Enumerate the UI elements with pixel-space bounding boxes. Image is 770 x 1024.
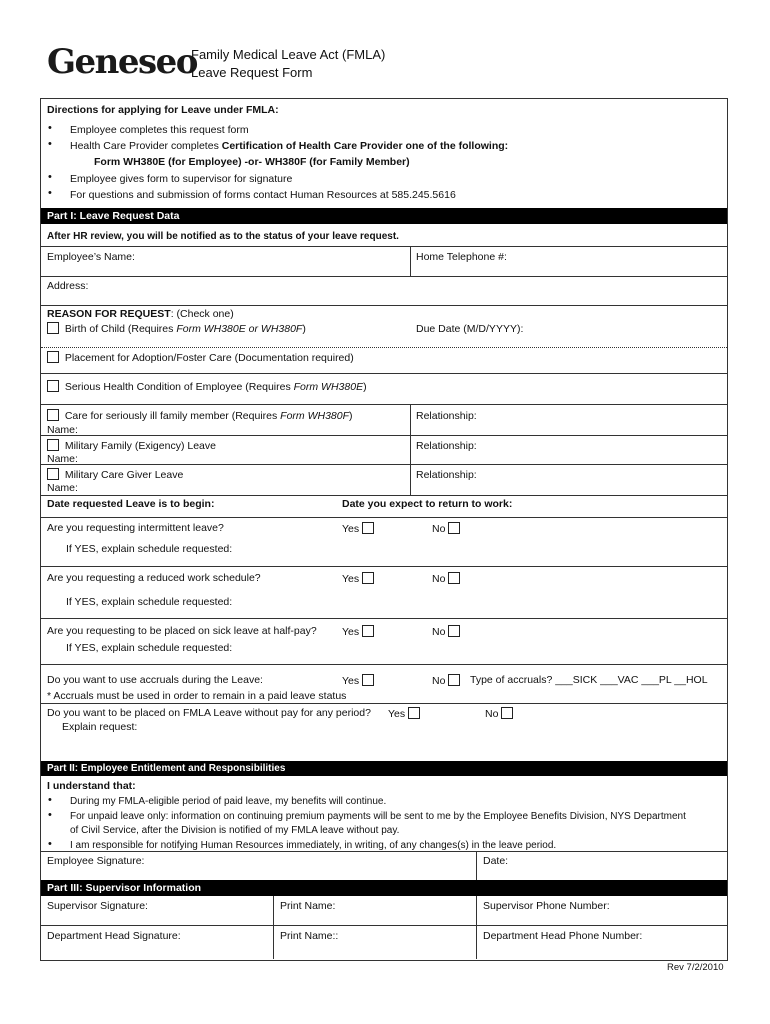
relationship-field-2[interactable]: Relationship: xyxy=(416,440,477,452)
without-pay-yes-checkbox[interactable] xyxy=(408,707,420,719)
accrual-note: * Accruals must be used in order to remain in a paid leave status xyxy=(47,690,347,702)
family-care-option[interactable]: Care for seriously ill family member (Requires Form WH380F) xyxy=(47,409,353,422)
family-care-checkbox[interactable] xyxy=(47,409,59,421)
intermittent-question: Are you requesting intermittent leave? xyxy=(47,522,224,534)
direction-item-4: For questions and submission of forms contact Human Resources at 585.245.5616 xyxy=(70,189,456,201)
name-field-1[interactable]: Name: xyxy=(47,424,78,436)
reduced-no-checkbox[interactable] xyxy=(448,572,460,584)
name-field-3[interactable]: Name: xyxy=(47,482,78,494)
understand-heading: I understand that: xyxy=(47,780,136,792)
reason-heading: REASON FOR REQUEST: (Check one) xyxy=(47,308,234,320)
revision-date: Rev 7/2/2010 xyxy=(667,962,724,973)
intermittent-yes-checkbox[interactable] xyxy=(362,522,374,534)
accruals-yes-checkbox[interactable] xyxy=(362,674,374,686)
employee-name-field[interactable]: Employee’s Name: xyxy=(47,251,135,263)
explain-request-field[interactable]: Explain request: xyxy=(62,721,138,733)
address-field[interactable]: Address: xyxy=(47,280,89,292)
without-pay-no-option[interactable]: No xyxy=(485,707,513,720)
form-subtitle: Leave Request Form xyxy=(191,65,313,80)
adoption-option[interactable]: Placement for Adoption/Foster Care (Documentation required) xyxy=(47,351,354,364)
supervisor-phone-field[interactable]: Supervisor Phone Number: xyxy=(483,900,610,912)
serious-health-option[interactable]: Serious Health Condition of Employee (Requires Form WH380E) xyxy=(47,380,367,393)
reduced-no-option[interactable]: No xyxy=(432,572,460,585)
military-care-checkbox[interactable] xyxy=(47,468,59,480)
halfpay-no-option[interactable]: No xyxy=(432,625,460,638)
serious-health-checkbox[interactable] xyxy=(47,380,59,392)
relationship-field-3[interactable]: Relationship: xyxy=(416,469,477,481)
accruals-yes-option[interactable]: Yes xyxy=(342,674,374,687)
bullet-icon: • xyxy=(48,122,52,134)
directions-heading: Directions for applying for Leave under FMLA: xyxy=(47,104,279,116)
department-head-signature-field[interactable]: Department Head Signature: xyxy=(47,930,181,942)
military-care-option[interactable]: Military Care Giver Leave xyxy=(47,468,183,481)
without-pay-yes-option[interactable]: Yes xyxy=(388,707,420,720)
form-title: Family Medical Leave Act (FMLA) xyxy=(191,47,386,62)
date-return-field[interactable]: Date you expect to return to work: xyxy=(342,498,513,510)
department-head-phone-field[interactable]: Department Head Phone Number: xyxy=(483,930,643,942)
reduced-explain-field[interactable]: If YES, explain schedule requested: xyxy=(66,596,233,608)
entitlement-item-1: During my FMLA-eligible period of paid leave, my benefits will continue. xyxy=(70,796,387,807)
entitlement-item-2-cont: of Civil Service, after the Division is notified of my FMLA leave without pay. xyxy=(70,825,400,836)
reduced-yes-checkbox[interactable] xyxy=(362,572,374,584)
reduced-question: Are you requesting a reduced work schedule? xyxy=(47,572,261,584)
birth-of-child-checkbox[interactable] xyxy=(47,322,59,334)
direction-item-1: Employee completes this request form xyxy=(70,124,249,136)
intermittent-no-option[interactable]: No xyxy=(432,522,460,535)
intermittent-no-checkbox[interactable] xyxy=(448,522,460,534)
employee-signature-field[interactable]: Employee Signature: xyxy=(47,855,145,867)
military-family-option[interactable]: Military Family (Exigency) Leave xyxy=(47,439,216,452)
date-begin-field[interactable]: Date requested Leave is to begin: xyxy=(47,498,215,510)
direction-item-3: Employee gives form to supervisor for signature xyxy=(70,173,293,185)
bullet-icon: • xyxy=(48,838,52,850)
without-pay-question: Do you want to be placed on FMLA Leave without pay for any period? xyxy=(47,707,371,719)
halfpay-explain-field[interactable]: If YES, explain schedule requested: xyxy=(66,642,233,654)
bullet-icon: • xyxy=(48,171,52,183)
bullet-icon: • xyxy=(48,138,52,150)
supervisor-print-name-field[interactable]: Print Name: xyxy=(280,900,336,912)
bullet-icon: • xyxy=(48,794,52,806)
birth-of-child-option[interactable]: Birth of Child (Requires Form WH380E or WH380F) xyxy=(47,322,306,335)
part2-heading: Part II: Employee Entitlement and Responsibilities xyxy=(41,761,727,776)
intermittent-explain-field[interactable]: If YES, explain schedule requested: xyxy=(66,543,233,555)
part1-heading: Part I: Leave Request Data xyxy=(41,208,727,224)
reduced-yes-option[interactable]: Yes xyxy=(342,572,374,585)
adoption-checkbox[interactable] xyxy=(47,351,59,363)
halfpay-question: Are you requesting to be placed on sick leave at half-pay? xyxy=(47,625,317,637)
halfpay-no-checkbox[interactable] xyxy=(448,625,460,637)
part3-heading: Part III: Supervisor Information xyxy=(41,880,727,896)
name-field-2[interactable]: Name: xyxy=(47,453,78,465)
accruals-no-checkbox[interactable] xyxy=(448,674,460,686)
employee-date-field[interactable]: Date: xyxy=(483,855,509,867)
accruals-no-option[interactable]: No xyxy=(432,674,460,687)
supervisor-signature-field[interactable]: Supervisor Signature: xyxy=(47,900,148,912)
bullet-icon: • xyxy=(48,187,52,199)
entitlement-item-3: I am responsible for notifying Human Resources immediately, in writing, of any changes(s) in the leave period. xyxy=(70,840,557,851)
accruals-question: Do you want to use accruals during the Leave: xyxy=(47,674,263,686)
home-telephone-field[interactable]: Home Telephone #: xyxy=(416,251,507,263)
review-notice: After HR review, you will be notified as to the status of your leave request. xyxy=(47,231,399,242)
geneseo-logo: Geneseo xyxy=(47,42,197,82)
bullet-icon: • xyxy=(48,809,52,821)
halfpay-yes-checkbox[interactable] xyxy=(362,625,374,637)
without-pay-no-checkbox[interactable] xyxy=(501,707,513,719)
direction-forms: Form WH380E (for Employee) -or- WH380F (for Family Member) xyxy=(94,156,410,168)
intermittent-yes-option[interactable]: Yes xyxy=(342,522,374,535)
department-head-print-name-field[interactable]: Print Name:: xyxy=(280,930,339,942)
accrual-types-field[interactable]: Type of accruals? ___SICK ___VAC ___PL __HOL xyxy=(470,674,708,686)
entitlement-item-2: For unpaid leave only: information on continuing premium payments will be sent to me by the Employee Benefits Division, NYS Department xyxy=(70,811,686,822)
military-family-checkbox[interactable] xyxy=(47,439,59,451)
direction-item-2: Health Care Provider completes Certification of Health Care Provider one of the following: xyxy=(70,140,509,152)
halfpay-yes-option[interactable]: Yes xyxy=(342,625,374,638)
due-date-field[interactable]: Due Date (M/D/YYYY): xyxy=(416,323,524,335)
relationship-field-1[interactable]: Relationship: xyxy=(416,410,477,422)
